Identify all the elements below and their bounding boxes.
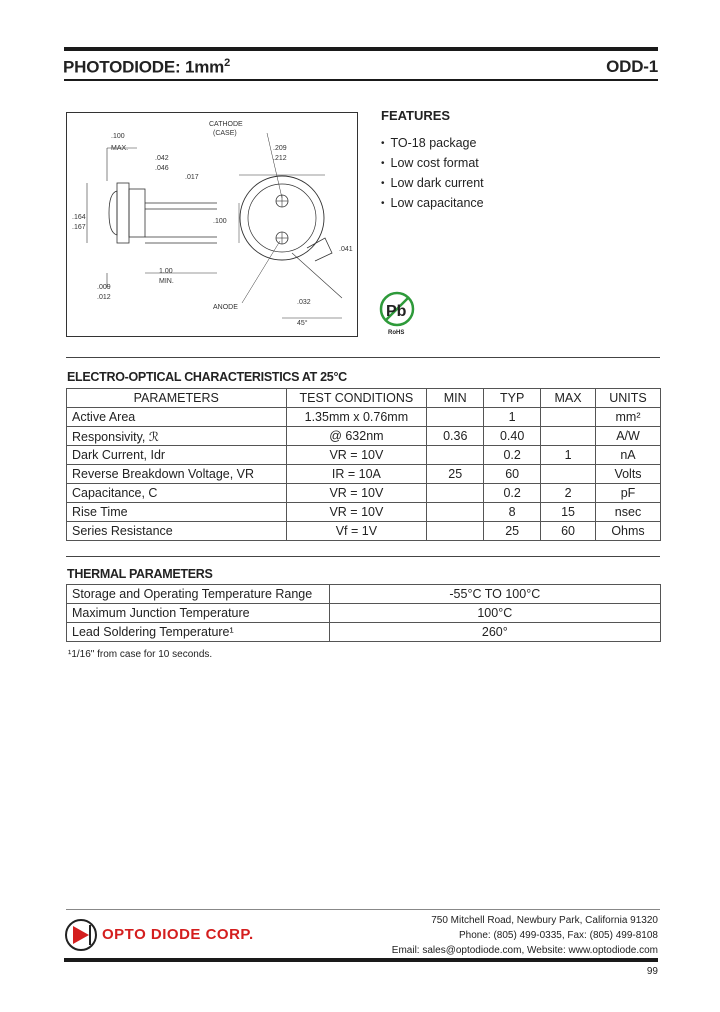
- label-164: .164: [72, 214, 86, 221]
- table-row: [67, 503, 661, 522]
- label-100-max: .100: [111, 133, 125, 140]
- company-email: Email: sales@optodiode.com, Website: www.optodiode.com: [391, 945, 658, 956]
- cell-value: 100°C: [329, 604, 660, 623]
- cell-typ: 0.2: [484, 446, 541, 465]
- cell-typ: 8: [484, 503, 541, 522]
- cell-units: pF: [596, 484, 661, 503]
- cell-units: mm²: [596, 408, 661, 427]
- mechanical-drawing: [66, 112, 358, 337]
- cell-min: [427, 484, 484, 503]
- label-041: .041: [339, 246, 353, 253]
- cell-min: [427, 446, 484, 465]
- table-row: [67, 408, 661, 427]
- part-number: ODD-1: [606, 57, 658, 76]
- cell-max: [541, 408, 596, 427]
- cell-min: [427, 522, 484, 541]
- label-min: MIN.: [159, 278, 174, 285]
- title-main: PHOTODIODE: 1mm: [63, 57, 225, 77]
- features-list: [381, 134, 484, 214]
- cell-param: Maximum Junction Temperature: [67, 604, 330, 623]
- company-logo: [64, 916, 98, 954]
- table-row: [67, 446, 661, 465]
- rohs-badge: [378, 290, 418, 342]
- label-case: (CASE): [213, 130, 237, 137]
- cell-param: Capacitance, C: [67, 484, 287, 503]
- cell-units: Ohms: [596, 522, 661, 541]
- section-rule-thermal: [66, 556, 660, 557]
- header-min: MIN: [427, 389, 484, 408]
- cell-param: Responsivity, ℛ: [67, 427, 287, 446]
- cell-cond: Vf = 1V: [286, 522, 427, 541]
- thermal-title: THERMAL PARAMETERS: [67, 567, 213, 581]
- thermal-table: [66, 584, 661, 642]
- header-test-conditions: TEST CONDITIONS: [286, 389, 427, 408]
- cell-param: Storage and Operating Temperature Range: [67, 585, 330, 604]
- label-009: .009: [97, 284, 111, 291]
- cell-min: 25: [427, 465, 484, 484]
- footer-top-rule: [66, 909, 660, 910]
- features-title: FEATURES: [381, 108, 451, 123]
- table-row: [67, 623, 661, 642]
- page-title: [63, 57, 230, 78]
- cell-cond: @ 632nm: [286, 427, 427, 446]
- label-max: MAX.: [111, 145, 129, 152]
- logo-diode-icon: [64, 916, 98, 954]
- cell-typ: 0.40: [484, 427, 541, 446]
- top-rule: [64, 47, 658, 51]
- cell-param: Reverse Breakdown Voltage, VR: [67, 465, 287, 484]
- company-contact: [392, 913, 658, 958]
- label-167: .167: [72, 224, 86, 231]
- table-row: [67, 522, 661, 541]
- title-superscript: 2: [224, 57, 230, 69]
- table-header-row: [67, 389, 661, 408]
- table-row: [67, 484, 661, 503]
- cell-cond: IR = 10A: [286, 465, 427, 484]
- section-rule-eo: [66, 357, 660, 358]
- header-rule: [64, 79, 658, 81]
- cell-max: 15: [541, 503, 596, 522]
- cell-max: 60: [541, 522, 596, 541]
- feature-item: • Low capacitance: [381, 194, 484, 214]
- label-cathode: CATHODE: [209, 121, 243, 128]
- rohs-label: RoHS: [388, 330, 405, 336]
- cell-typ: 25: [484, 522, 541, 541]
- label-100: .100: [213, 218, 227, 225]
- header-max: MAX: [541, 389, 596, 408]
- cell-param: Lead Soldering Temperature¹: [67, 623, 330, 642]
- rohs-pb-icon: [378, 290, 418, 330]
- cell-max: [541, 465, 596, 484]
- electro-optical-title: ELECTRO-OPTICAL CHARACTERISTICS AT 25°C: [67, 370, 347, 384]
- cell-cond: VR = 10V: [286, 446, 427, 465]
- company-name: OPTO DIODE CORP.: [102, 926, 254, 943]
- cell-value: -55°C TO 100°C: [329, 585, 660, 604]
- cell-typ: 0.2: [484, 484, 541, 503]
- footer-bottom-rule: [64, 958, 658, 962]
- cell-min: [427, 503, 484, 522]
- table-row: [67, 427, 661, 446]
- cell-typ: 60: [484, 465, 541, 484]
- cell-units: A/W: [596, 427, 661, 446]
- cell-min: 0.36: [427, 427, 484, 446]
- cell-typ: 1: [484, 408, 541, 427]
- company-address: 750 Mitchell Road, Newbury Park, California 91320: [431, 915, 658, 926]
- cell-cond: 1.35mm x 0.76mm: [286, 408, 427, 427]
- cell-param: Dark Current, Idr: [67, 446, 287, 465]
- cell-max: 2: [541, 484, 596, 503]
- cell-units: Volts: [596, 465, 661, 484]
- cell-max: 1: [541, 446, 596, 465]
- cell-units: nA: [596, 446, 661, 465]
- header-parameters: PARAMETERS: [67, 389, 287, 408]
- thermal-footnote: ¹1/16" from case for 10 seconds.: [68, 649, 213, 660]
- company-phone: Phone: (805) 499-0335, Fax: (805) 499-8108: [458, 930, 658, 941]
- label-032: .032: [297, 299, 311, 306]
- label-anode: ANODE: [213, 304, 238, 311]
- cell-cond: VR = 10V: [286, 484, 427, 503]
- cell-min: [427, 408, 484, 427]
- cell-units: nsec: [596, 503, 661, 522]
- label-017: .017: [185, 174, 199, 181]
- feature-item: • Low cost format: [381, 154, 484, 174]
- label-012: .012: [97, 294, 111, 301]
- electro-optical-table: [66, 388, 661, 541]
- label-042: .042: [155, 155, 169, 162]
- table-row: [67, 465, 661, 484]
- pb-symbol: Pb: [386, 303, 407, 320]
- cell-max: [541, 427, 596, 446]
- cell-value: 260°: [329, 623, 660, 642]
- feature-item: • TO-18 package: [381, 134, 484, 154]
- label-1-00: 1.00: [159, 268, 173, 275]
- cell-cond: VR = 10V: [286, 503, 427, 522]
- cell-param: Rise Time: [67, 503, 287, 522]
- header-units: UNITS: [596, 389, 661, 408]
- cell-param: Series Resistance: [67, 522, 287, 541]
- table-row: [67, 604, 661, 623]
- feature-item: • Low dark current: [381, 174, 484, 194]
- label-209: .209: [273, 145, 287, 152]
- table-row: [67, 585, 661, 604]
- cell-param: Active Area: [67, 408, 287, 427]
- package-outline-drawing: [67, 113, 357, 336]
- label-45-deg: 45°: [297, 320, 308, 327]
- label-212: .212: [273, 155, 287, 162]
- header-typ: TYP: [484, 389, 541, 408]
- label-046: .046: [155, 165, 169, 172]
- page-number: 99: [646, 966, 658, 977]
